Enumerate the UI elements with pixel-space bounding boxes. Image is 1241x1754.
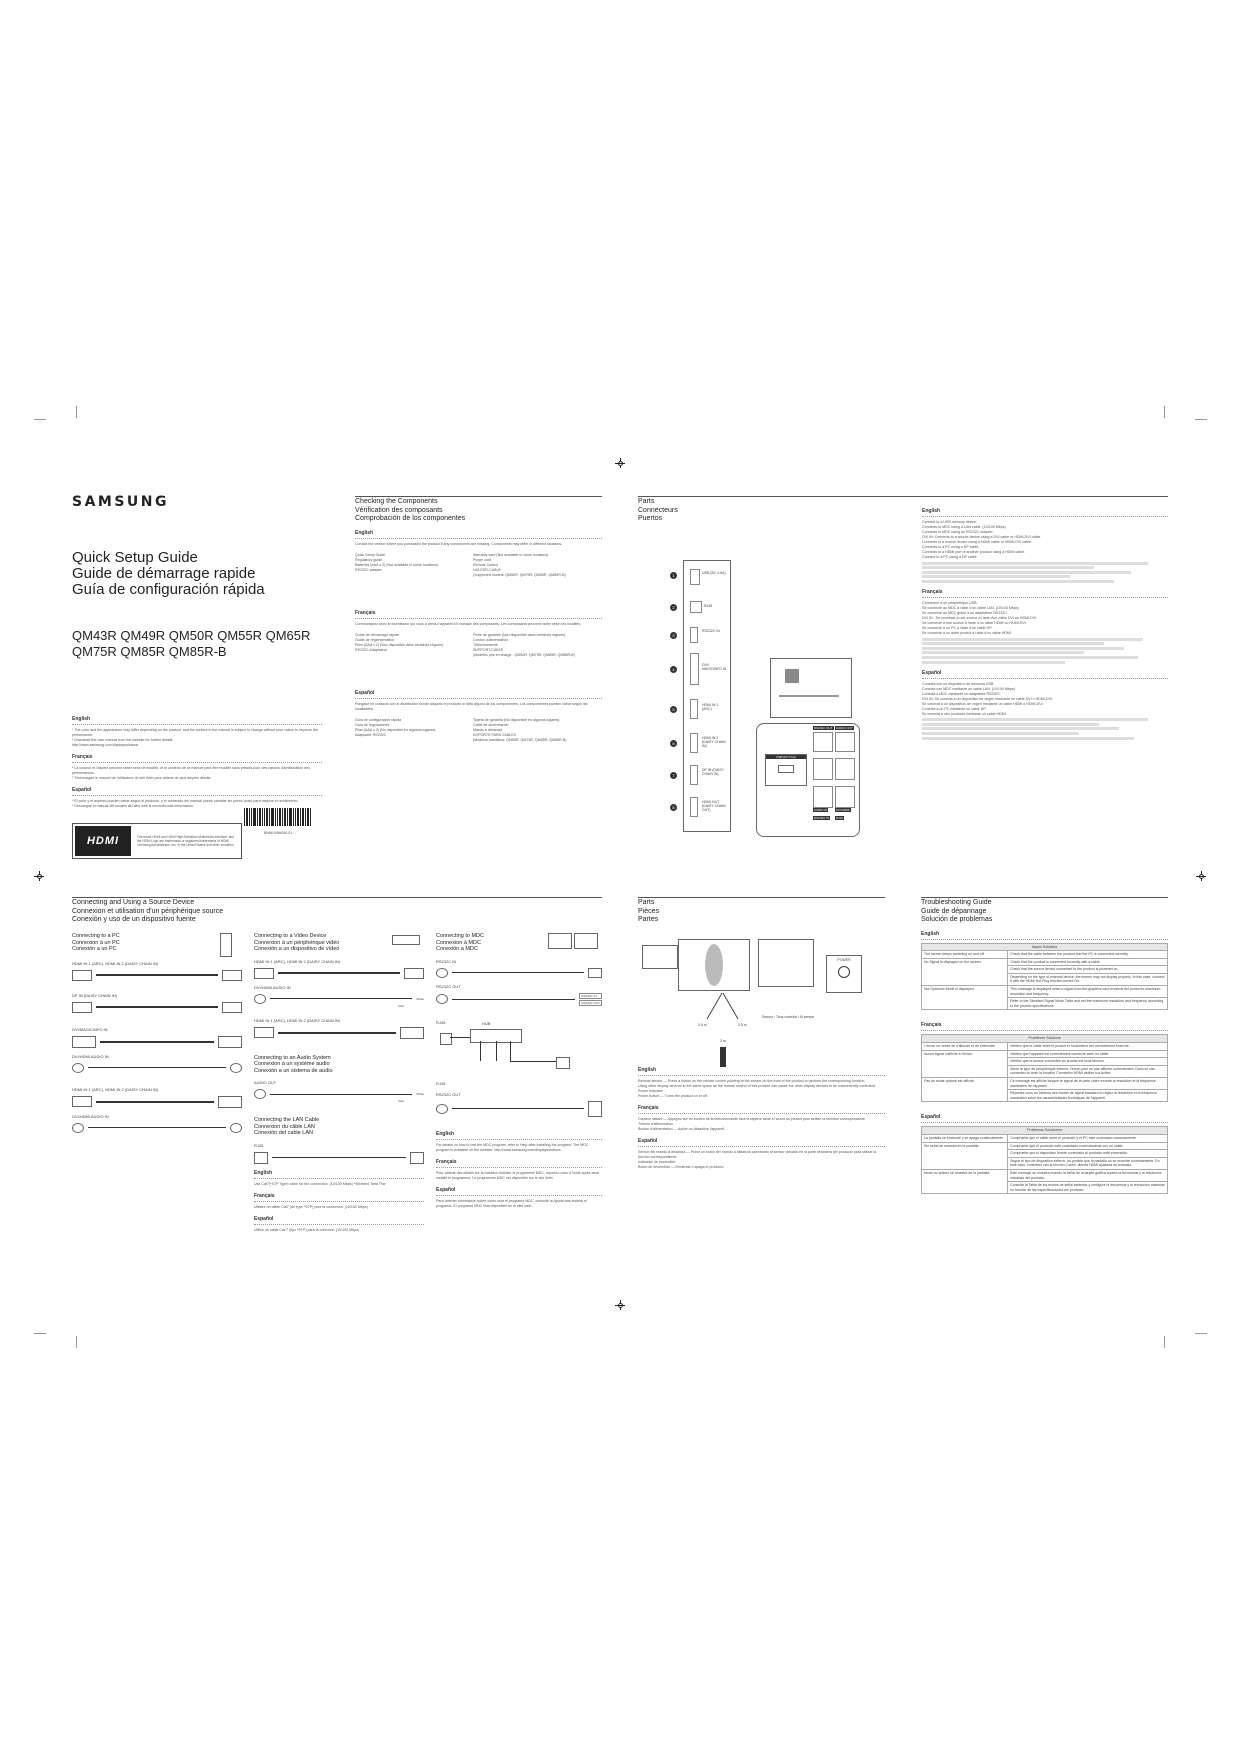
- port-desc: Conecta con MDC mediante un cable LAN. (10/100 Mbps): [922, 686, 1015, 691]
- note-lang-fr: Français: [72, 754, 93, 760]
- dimension-label: 2.5 m: [698, 1022, 707, 1027]
- hdmi-note: The terms HDMI and HDMI High-Definition Multimedia Interface, and the HDMI Logo are trademarks or registered trademarks of HDMI Licensing Administrator, Inc. in the United States and other countries.: [137, 834, 235, 848]
- troubleshooting-table: [921, 943, 1168, 1011]
- cover-panel: [72, 490, 322, 850]
- port-strip: [683, 560, 731, 832]
- section-lang: English: [638, 1066, 657, 1073]
- mdc-jack: [813, 758, 833, 780]
- table-row: The screen keeps switching on and off. Check that the cable between the product and the PC is connected correctly.: [922, 951, 1168, 959]
- crop-mark: [34, 1333, 46, 1334]
- components-section-es: [355, 690, 602, 743]
- section-lang: English: [922, 508, 941, 514]
- hdmi-out-port: [690, 797, 698, 817]
- port-desc: Se connecte à un PC à l'aide d'un câble DP.: [922, 625, 993, 630]
- parts-panel: [638, 899, 885, 1279]
- table-row: Aucun signal s'affiche à l'écran. Vérifiez que l'appareil est correctement connecté avec un câble.: [922, 1050, 1168, 1058]
- display-front: [678, 939, 750, 991]
- usb-port: [690, 569, 700, 585]
- section-lang: Français: [922, 588, 943, 595]
- hdmi2-port: [690, 733, 698, 753]
- component-item: Power cord: [473, 557, 492, 562]
- parts-item: Botón de encendido — Enciende o apaga el producto.: [638, 1164, 725, 1169]
- port-label: HDMI OUT (DAISY CHAIN OUT): [702, 800, 726, 812]
- registration-mark: [1196, 871, 1206, 881]
- note-line: * Descargue el manual del usuario del sitio web si necesita más información.: [72, 804, 195, 808]
- table-row: Según el tipo de dispositivo externo, es posible que la pantalla no se muestre correctamente. En este caso, conéctelo con la función Conex. directa HDMI ajustada en Activado.: [922, 1157, 1168, 1169]
- cable-row: [72, 1002, 242, 1013]
- mdc-jack: [835, 758, 855, 780]
- component-item: Warranty card (Not available in some locations): [473, 552, 549, 557]
- section-lang: English: [436, 1130, 455, 1137]
- section-intro: Contact the vendor where you purchased the product if any components are missing. Components may differ in different locations.: [355, 541, 563, 546]
- component-item: Guide de réglementation: [355, 637, 395, 642]
- table-row: Vérifiez que la source connectée au produit est sous tension.: [922, 1058, 1168, 1066]
- hdmi-box: [72, 823, 242, 859]
- white-label: White: [416, 996, 424, 1001]
- component-item: Quick Setup Guide: [355, 552, 386, 557]
- mdc-note: For details on how to use the MDC program, refer to Help after installing the program. The MDC program is available on the website. http://www.samsung.com/displaysolutions: [436, 1142, 589, 1152]
- ts-heading-fr: Guide de dépannage: [921, 907, 987, 915]
- lan-heading: Connecting the LAN Cable: [254, 1117, 320, 1123]
- table-row: La pantalla se enciende y se apaga continuamente. Compruebe que el cable entre el producto y el PC esté conectado correctamente.: [922, 1134, 1168, 1142]
- table-row: No Signal is displayed on the screen. Check that the product is connected correctly with a cable.: [922, 958, 1168, 966]
- mdc-heading: Connexion à MDC: [436, 939, 481, 946]
- note-line: http://www.samsung.com/displaysolutions: [72, 743, 139, 747]
- port-label: RS232C OUT: [436, 1091, 461, 1097]
- table-row: Check that the source device connected to the product is powered on.: [922, 966, 1168, 974]
- component-item: SUPPORT-CÂBLE: [473, 647, 504, 652]
- monitor-icon: [574, 933, 598, 949]
- port-label: RS232C IN: [436, 958, 457, 964]
- note-lang-en: English: [72, 716, 91, 722]
- section-lang: Français: [436, 1158, 457, 1165]
- parts-item: Capteur distant — Appuyez sur un bouton de la télécommande face à capteur situé à l'avant du produit pour activer la fonction correspondante.: [638, 1116, 866, 1121]
- registration-mark: [615, 458, 625, 468]
- red-label: Red: [398, 1003, 404, 1008]
- cable-row: [72, 1036, 242, 1048]
- port-label: RJ45: [436, 1019, 446, 1025]
- remote-icon: [720, 1047, 726, 1067]
- troubleshooting-table: [921, 1126, 1168, 1194]
- ports-heading-es: Puertos: [638, 515, 663, 522]
- crop-mark: [76, 1336, 77, 1348]
- callout: 5: [670, 706, 677, 713]
- section-lang: Español: [922, 669, 942, 676]
- table-row: Compruebe que el dispositivo fuente conectado al producto esté encendido.: [922, 1150, 1168, 1158]
- mdc-jack: [813, 786, 833, 808]
- cover-models: [72, 628, 322, 660]
- section-intro: Communiquez avec le fournisseur qui vous a vendu l'appareil s'il manque des composants. Les composants peuvent varier selon les localités.: [355, 621, 582, 626]
- model-line-1: QM43R QM49R QM50R QM55R QM65R: [72, 628, 311, 643]
- port-label: HDMI IN 1 (ARC), HDMI IN 2 (DAISY CHAIN IN): [72, 1086, 159, 1092]
- parts-item: Remote sensor — Press a button on the remote control pointing at the sensor on the front of the product to perform the corresponding function.: [638, 1078, 866, 1083]
- parts-diagram: [638, 929, 885, 1045]
- mdc-label: RS232C IN: [814, 816, 830, 820]
- port-label: HDMI IN 1 (ARC), HDMI IN 2 (DAISY CHAIN IN): [72, 960, 159, 966]
- mdc-column: [436, 933, 602, 1209]
- components-heading-en: Checking the Components: [355, 498, 438, 505]
- component-item: Cable de alimentación: [473, 722, 509, 727]
- parts-text: [638, 1067, 885, 1170]
- note-line: * Download the user manual from the website for further details.: [72, 738, 174, 742]
- table-row: Depending on the type of external device, the screen may not display properly. In this case, connect it with the HDMI Hot Plug function turned On.: [922, 973, 1168, 985]
- registration-mark: [615, 1300, 625, 1310]
- lan-note: Use Cat7(*STP Type) cable for the connection. (10/100 Mbps) *Shielded Twist Pair: [254, 1181, 386, 1186]
- component-item: RS232C Adaptateur: [355, 647, 387, 652]
- dimension-label: 2.5 m: [738, 1022, 747, 1027]
- video-device-icon: [392, 935, 420, 945]
- section-lang: English: [355, 529, 374, 536]
- port-label: DVI/MAGICINFO IN: [72, 1026, 108, 1032]
- component-item: (Modèles pris en charge : QM50R, QM75R, QM85R, QM85R-B): [473, 652, 575, 657]
- lan-heading: Connexion du câble LAN: [254, 1123, 315, 1130]
- table-row: Pas de mode optimal est affiché. Ce message est affiché lorsque le signal de la carte vidéo excède la résolution et la fréquence maximales de l'appareil.: [922, 1078, 1168, 1090]
- rj45-port: [690, 601, 702, 613]
- port-label: DVI/HDMI AUDIO IN: [254, 984, 291, 990]
- monitor-icon: [548, 933, 572, 949]
- ts-heading-en: Troubleshooting Guide: [921, 899, 992, 906]
- hdmi-logo: HDMI: [75, 826, 131, 856]
- registration-mark: [34, 871, 44, 881]
- port-label: HDMI IN 1 (ARC), HDMI IN 2 (DAISY CHAIN IN): [254, 1017, 341, 1023]
- component-item: (Modelos admitidos: QM50R, QM75R, QM85R, QM85R-B): [473, 737, 567, 742]
- section-lang: Español: [638, 1137, 658, 1144]
- pc-heading: Conexión a un PC: [72, 946, 117, 952]
- port-desc: Se connecte à une source à l'aide d'un câble HDMI ou HDMI-DVI.: [922, 620, 1027, 625]
- parts-heading-es: Partes: [638, 916, 659, 923]
- component-item: Regulatory guide: [355, 557, 383, 562]
- section-lang: Español: [436, 1186, 456, 1193]
- barcode-text: BN68-09665M-01: [263, 831, 293, 835]
- port-label: RS232C IN: [702, 629, 720, 633]
- port-desc: Connects to a source device using a HDMI cable or HDMI-DVI cable.: [922, 540, 1032, 544]
- usb-label: USB (5V 0.5A): [766, 755, 806, 759]
- video-column: [254, 933, 424, 1233]
- port-label: HDMI IN 1 (ARC), HDMI IN 2 (DAISY CHAIN IN): [254, 958, 341, 964]
- mdc-jack: [835, 732, 855, 752]
- port-label: HDMI IN 1 (ARC): [702, 703, 719, 711]
- parts-item: Using other display devices in the same space as the remote control of this product can cause the other display devices to be inadvertently controlled.: [638, 1083, 877, 1088]
- hub-label: HUB: [482, 1020, 491, 1026]
- port-desc: Se conecta a otro producto mediante un cable HDMI.: [922, 711, 1007, 716]
- port-label: DVI/HDMI AUDIO IN: [72, 1053, 109, 1059]
- crop-mark: [34, 419, 46, 420]
- ports-descriptions: [922, 508, 1168, 741]
- crop-mark: [1164, 1336, 1165, 1348]
- port-desc: DVI IN: Connects to a source device using a DVI cable or HDMI-DVI cable.: [922, 535, 1042, 539]
- table-row: Consulte la Tabla de los modos de señal estándar y configure la frecuencia y la resolución máximas en función de las especificaciones del producto.: [922, 1182, 1168, 1194]
- monitor-back: [770, 658, 852, 718]
- port-desc: Conecta con un dispositivo de memoria USB.: [922, 681, 995, 686]
- parts-item: Indicador de encendido: [638, 1159, 676, 1164]
- crop-mark: [1195, 419, 1207, 420]
- section-lang: Español: [355, 689, 375, 696]
- section-intro: Póngase en contacto con el distribuidor donde adquirió el producto si falta alguno de los componentes. Los componentes pueden variar según las localidades.: [355, 701, 588, 711]
- table-head: Problemas Soluciones: [922, 1127, 1168, 1135]
- pc-heading: Connecting to a PC: [72, 933, 120, 939]
- note-line: * El color y el aspecto pueden variar según el producto, y el contenido del manual puede cambiar sin previo aviso para mejorar el rendimiento.: [72, 799, 299, 803]
- port-label: RJ45: [436, 1080, 446, 1086]
- connecting-heading-fr: Connexion et utilisation d'un périphérique source: [72, 907, 224, 915]
- components-section-fr: [355, 610, 602, 658]
- component-item: SOPORTE PARA CABLES: [473, 732, 517, 737]
- components-section-en: [355, 530, 602, 578]
- callout: 1: [670, 572, 677, 579]
- crop-mark: [76, 406, 77, 418]
- red-label: Red: [398, 1099, 404, 1103]
- section-lang: Français: [638, 1104, 659, 1111]
- mdc-port-panel: [756, 723, 860, 837]
- table-row: Not Optimum Mode is displayed. This message is displayed when a signal from the graphics card exceeds the product's maximum resolution and frequency.: [922, 986, 1168, 998]
- parts-item: Bouton d'alimentation — Active ou désactive l'appareil.: [638, 1126, 726, 1131]
- components-panel: [355, 498, 602, 858]
- component-item: Adaptador RS232C: [355, 732, 387, 737]
- connecting-heading-es: Conexión y uso de un dispositivo fuente: [72, 916, 196, 923]
- audio-heading: Connexion à un système audio: [254, 1061, 330, 1067]
- component-item: RS232C adapter: [355, 567, 382, 572]
- mdc-label: AUDIO IN: [814, 808, 828, 812]
- port-label: DP IN (DAISY CHAIN IN): [72, 992, 117, 998]
- components-heading-fr: Vérification des composants: [355, 506, 443, 514]
- port-desc: Connects to a PC using a DP cable.: [922, 545, 980, 549]
- video-heading: Connexion à un périphérique vidéo: [254, 939, 340, 946]
- cover-titles: [72, 550, 322, 598]
- parts-heading-fr: Pièces: [638, 907, 660, 915]
- port-label: USB (5V, 0.5A): [702, 571, 726, 575]
- sensor-label: Sensor / Tous-contrôle / Al sensor: [762, 1014, 815, 1019]
- mdc-note: Para obtener información sobre cómo usar el programa MDC, consulte la Ayuda tras instalar el programa. El programa MDC está disponible en el sitio web.: [436, 1198, 587, 1208]
- mdc-label: DVI/HDMI: [836, 808, 850, 812]
- component-item: Mando a distancia: [473, 727, 503, 732]
- port-label: DVI/ MAGICINFO IN: [702, 663, 727, 671]
- note-line: * La couleur et l'aspect peuvent varier selon le modèle, et le contenu de ce manuel peut être modifié sans préavis pour des raisons d'amélioration des performances.: [72, 766, 310, 775]
- parts-item: Power button — Turns the product on or off.: [638, 1093, 708, 1098]
- cable-row: [436, 968, 602, 978]
- port-desc: Connect to a PC using a DP cable.: [922, 555, 978, 559]
- component-item: Guide de démarrage rapide: [355, 632, 399, 637]
- ts-heading-es: Solución de problemas: [921, 916, 993, 923]
- lan-heading: Conexión del cable LAN: [254, 1130, 314, 1136]
- port-label: HDMI IN 2 (DAISY CHAIN IN): [702, 736, 726, 748]
- callout: 8: [670, 804, 677, 811]
- audio-heading: Connecting to an Audio System: [254, 1054, 331, 1061]
- components-heading-es: Comprobación de los componentes: [355, 515, 466, 522]
- lan-note: Utilice un cable Cat 7 (tipo *STP) para la conexión. (10/100 Mbps): [254, 1227, 360, 1232]
- pc-heading: Connexion à un PC: [72, 939, 120, 946]
- mdc-label: RS232C OUT: [814, 726, 833, 730]
- callout: 6: [670, 740, 677, 747]
- port-label: DVI/HDMI AUDIO IN: [72, 1113, 109, 1119]
- cable-row: [254, 994, 424, 1004]
- parts-heading-en: Parts: [638, 899, 655, 906]
- cable-row: [436, 1101, 602, 1117]
- port-desc: DVI IN: Se conecta a un dispositivo de origen mediante un cable DVI o HDMI-DVI.: [922, 696, 1054, 701]
- port-desc: Connects to a HDMI port of another product using a HDMI cable.: [922, 550, 1026, 554]
- cable-row: [254, 1089, 424, 1099]
- table-row: Reportez-vous au Tableau des modes de signal standard et réglez la résolution et la fréquence maximales selon les caractéristiques techniques de l'appareil.: [922, 1090, 1168, 1102]
- video-heading: Conexión a un dispositivo de vídeo: [254, 946, 340, 952]
- table-row: Refer to the Standard Signal Mode Table and set the maximum resolution and frequency according to the product specifications.: [922, 998, 1168, 1010]
- video-heading: Connecting to a Video Device: [254, 933, 327, 939]
- cover-title-fr: Guide de démarrage rapide: [72, 565, 256, 582]
- component-item: Cordon d'alimentation: [473, 637, 508, 642]
- component-item: Télécommande: [473, 642, 498, 647]
- port-desc: Connexion à un périphérique USB.: [922, 600, 978, 605]
- white-label: White: [416, 1092, 424, 1096]
- mdc-label: RJ45: [836, 816, 844, 820]
- section-lang: Español: [921, 1114, 941, 1121]
- component-item: Tarjeta de garantía (No disponible en algunos lugares): [473, 717, 560, 722]
- callout: 3: [670, 632, 677, 639]
- component-item: Piles (AAA x 2) (Non disponible dans certaines régions): [355, 642, 444, 647]
- port-label: AUDIO OUT: [254, 1080, 277, 1085]
- cable-row: [72, 1123, 242, 1133]
- note-line: * The color and the appearance may differ depending on the product, and the content in the manual is subject to change without prior notice to improve the performance.: [72, 728, 318, 737]
- parts-item: Power indicator: [638, 1088, 663, 1093]
- port-desc: Connects to MDC using an RS232C adapter.: [922, 530, 994, 534]
- port-desc: Connects to MDC using a LAN cable. (10/100 Mbps): [922, 525, 1006, 529]
- port-desc: Se connecte à un autre produit à l'aide d'un câble HDMI.: [922, 630, 1012, 635]
- section-lang: English: [921, 930, 940, 937]
- mdc-note: Pour obtenir des détails sur la manière d'utiliser le programme MDC, reportez-vous à l'Aide après avoir installé le programme. Le programme MDC est disponible sur le site Web.: [436, 1170, 600, 1180]
- ports-panel: [638, 498, 1168, 858]
- cover-notes: [72, 716, 322, 809]
- callout: 2: [670, 604, 677, 611]
- component-item: Batteries (AAA x 2) (Not available in some locations): [355, 562, 439, 567]
- table-head: Problèmes Solutions: [922, 1035, 1168, 1043]
- cable-row: [72, 1063, 242, 1073]
- cable-row: [254, 1027, 424, 1039]
- troubleshooting-table: [921, 1034, 1168, 1102]
- port-label: RJ45: [704, 604, 713, 608]
- troubleshooting-panel: [921, 899, 1168, 1279]
- callout: 7: [670, 772, 677, 779]
- component-item: Remote Control: [473, 562, 499, 567]
- jack-label: RS232C IN: [579, 993, 602, 999]
- connecting-panel: [72, 899, 602, 1279]
- rs232c-port: [690, 627, 698, 643]
- component-item: Guía de configuración rápida: [355, 717, 402, 722]
- hdmi1-port: [690, 699, 698, 719]
- port-desc: Se connecte au MDC à l'aide d'un câble LAN. (10/100 Mbps): [922, 605, 1019, 610]
- port-label: RS232C OUT: [436, 983, 461, 989]
- table-row: Modo no óptimo se muestra en la pantalla. Este mensaje se muestra cuando la señal de la tarjeta gráfica supera la frecuencia y la resolución máximas del producto.: [922, 1169, 1168, 1181]
- mdc-heading: Conexión a MDC: [436, 946, 478, 952]
- port-desc: DVI IN : Se connecte à une source à l'aide d'un câble DVI ou HDMI-DVI.: [922, 615, 1038, 620]
- cable-row: [254, 968, 424, 979]
- crop-mark: [1164, 406, 1165, 418]
- port-label: RJ45: [254, 1142, 264, 1148]
- lan-note: Utilisez un câble Cat7 (de type *STP) pour la connexion. (10/100 Mbps): [254, 1204, 368, 1209]
- port-desc: Conecta a MDC mediante un adaptador RS232C.: [922, 691, 1002, 696]
- section-lang: Français: [254, 1192, 275, 1199]
- section-lang: English: [254, 1169, 273, 1176]
- usb-box: [765, 754, 807, 786]
- port-label: DP IN (DAISY CHAIN IN): [702, 768, 724, 776]
- crop-mark: [1195, 1333, 1207, 1334]
- component-item: Pilas (AAA x 2) (No disponible en algunos lugares): [355, 727, 436, 732]
- component-item: Fiche de garantie (Non disponible dans certaines régions): [473, 632, 566, 637]
- table-row: L'écran ne cesse de s'allumer et de s'éteindre. Vérifiez que le câble entre le produit et l'ordinateur est correctement branché.: [922, 1043, 1168, 1051]
- parts-item: Témoin d'alimentation: [638, 1121, 674, 1126]
- pc-column: [72, 933, 242, 1133]
- section-lang: Français: [355, 609, 376, 616]
- port-desc: Connect to a USB memory device.: [922, 520, 978, 524]
- mdc-label: AUDIO OUT: [836, 726, 853, 730]
- port-desc: Conecta a un PC mediante un cable DP.: [922, 706, 987, 711]
- note-line: * Téléchargez le manuel de l'utilisateur du site Web pour obtenir de plus amples détails.: [72, 776, 212, 780]
- dimension-label: 3 m: [720, 1038, 726, 1043]
- cable-row: [436, 993, 602, 1006]
- barcode-graphic: [244, 808, 312, 826]
- model-line-2: QM75R QM85R QM85R-B: [72, 644, 227, 659]
- barcode: [244, 808, 312, 836]
- display-room: [758, 939, 814, 987]
- port-desc: Se conecta a un dispositivo de origen mediante un cable HDMI o HDMI-DVI.: [922, 701, 1044, 706]
- table-row: Selon le type de périphérique externe, l'écran peut ne pas afficher correctement. Dans ce cas, connectez-le avec la fonction Connexion HDMI définie sur Activé.: [922, 1065, 1168, 1077]
- note-lang-es: Español: [72, 787, 92, 793]
- callout: 4: [670, 666, 677, 673]
- section-lang: Español: [254, 1215, 274, 1222]
- dp-port: [690, 765, 698, 785]
- component-item: HOLDER-CABLE: [473, 567, 501, 572]
- parts-item: Sensor del mando a distancia — Pulse un botón del mando a distancia apuntando al sensor ubicado en la parte delantera del producto para utilizar la función correspondiente.: [638, 1149, 877, 1159]
- section-lang: Français: [921, 1022, 942, 1029]
- audio-heading: Conexión a un sistema de audio: [254, 1067, 333, 1074]
- cover-title-en: Quick Setup Guide: [72, 549, 198, 566]
- mdc-jack: [813, 732, 833, 752]
- pc-tower-icon: [220, 933, 232, 957]
- table-head: Issues Solutions: [922, 943, 1168, 951]
- port-desc: Se connecte au MDC grâce à un adaptateur RS232C.: [922, 610, 1008, 615]
- component-item: Guía de regulaciones: [355, 722, 390, 727]
- cable-row: [72, 1096, 242, 1108]
- power-button-callout: [826, 955, 862, 993]
- mdc-jack: [835, 786, 855, 808]
- component-item: (Supported models: QM50R, QM75R, QM85R, QM85R-B): [473, 572, 566, 577]
- cable-row: [72, 970, 242, 981]
- mdc-heading: Connecting to MDC: [436, 933, 484, 939]
- cable-row: [254, 1152, 424, 1164]
- ports-heading-fr: Connecteurs: [638, 506, 678, 514]
- cover-title-es: Guía de configuración rápida: [72, 581, 265, 598]
- brand-logo: SAMSUNG: [72, 494, 170, 510]
- table-row: Sin señal se muestra en la pantalla. Compruebe que el producto esté conectado correctamente con un cable.: [922, 1142, 1168, 1150]
- jack-label: RS232C OUT: [581, 1000, 600, 1005]
- connecting-heading-en: Connecting and Using a Source Device: [72, 899, 195, 906]
- dvi-port: [690, 653, 699, 685]
- power-label: POWER: [837, 957, 851, 962]
- ports-heading-en: Parts: [638, 498, 655, 505]
